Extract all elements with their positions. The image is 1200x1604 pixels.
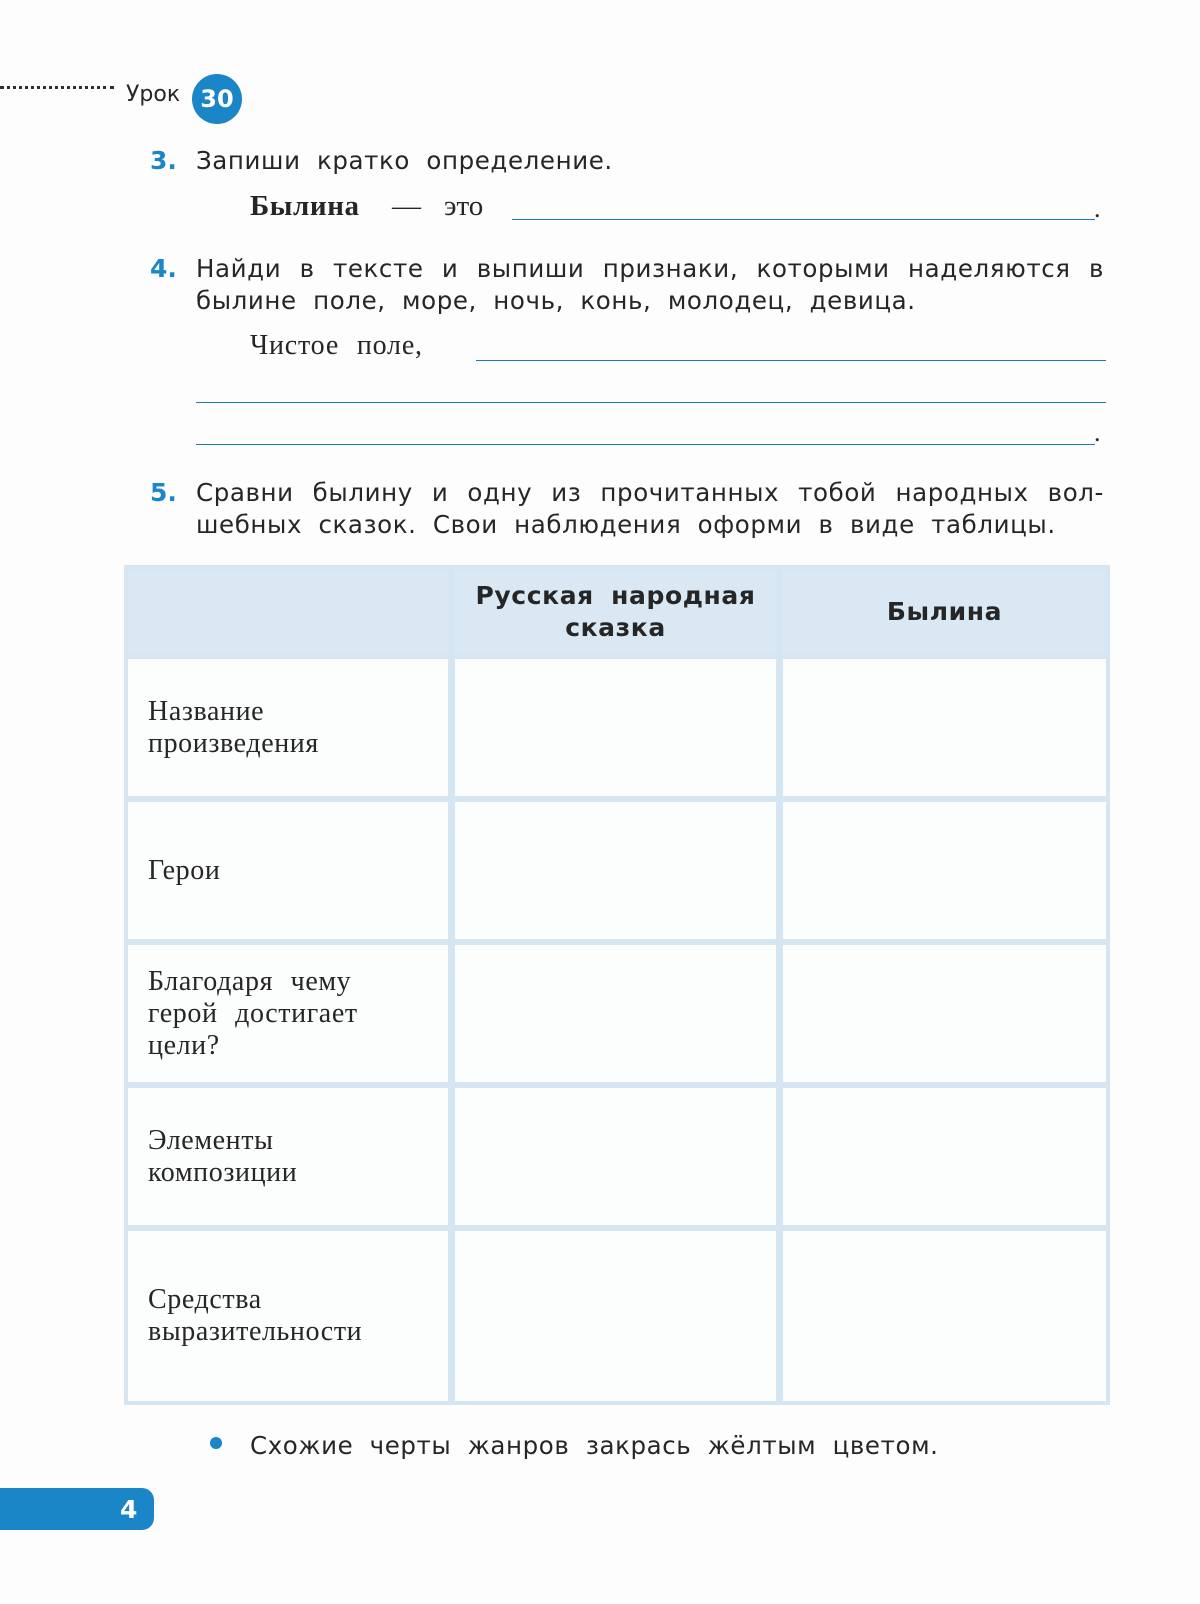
task4-text-line2: былине поле, море, ночь, конь, молодец, девица. xyxy=(196,286,916,315)
task4-period: . xyxy=(1094,418,1101,447)
header-dotted-rule xyxy=(0,86,114,89)
note-text: Схожие черты жанров закрась жёлтым цветом. xyxy=(250,1431,939,1460)
task4-answer-line-2[interactable] xyxy=(196,402,1106,403)
lesson-label: Урок xyxy=(126,82,181,107)
task3-word: это xyxy=(444,190,484,222)
comparison-table xyxy=(124,565,1110,1405)
table-header-bylina: Былина xyxy=(783,569,1106,655)
task3-number: 3. xyxy=(150,146,177,175)
task4-answer-line-3[interactable] xyxy=(196,444,1095,445)
task3-answer-line[interactable] xyxy=(512,219,1095,220)
lesson-number-badge: 30 xyxy=(192,74,242,124)
task3-term: Былина xyxy=(250,190,360,222)
table-cell-fairy-tale[interactable] xyxy=(455,1088,776,1225)
table-row-label-cell xyxy=(128,802,448,939)
table-header-fairy-tale-label: Русская народная сказка xyxy=(475,581,756,642)
task5-text-line1: Сравни былину и одну из прочитанных тобой народных вол- xyxy=(196,478,1104,507)
table-cell-fairy-tale[interactable] xyxy=(455,1231,776,1401)
task4-example: Чистое поле, xyxy=(250,330,423,361)
task3-dash: — xyxy=(392,190,421,222)
page-number: 4 xyxy=(120,1495,138,1524)
table-row-label-cell xyxy=(128,945,448,1082)
table-header-fairy-tale xyxy=(455,569,776,655)
table-row-label: Герои xyxy=(148,854,221,886)
table-row-label: Средства выразительности xyxy=(148,1284,363,1347)
table-row-label: Название произведения xyxy=(148,695,319,759)
table-cell-bylina[interactable] xyxy=(783,945,1106,1082)
table-cell-bylina[interactable] xyxy=(783,659,1106,796)
bullet-icon xyxy=(210,1437,222,1449)
table-row-label: Благодаря чему герой достигает цели? xyxy=(148,965,358,1061)
task3-text: Запиши кратко определение. xyxy=(196,146,613,175)
table-row-label: Элементы композиции xyxy=(148,1124,298,1188)
table-cell-fairy-tale[interactable] xyxy=(455,945,776,1082)
table-cell-fairy-tale[interactable] xyxy=(455,802,776,939)
table-header-empty xyxy=(128,569,448,655)
task5-number: 5. xyxy=(150,478,177,507)
table-cell-bylina[interactable] xyxy=(783,1088,1106,1225)
task5-text-line2: шебных сказок. Свои наблюдения оформи в виде таблицы. xyxy=(196,510,1056,539)
table-cell-bylina[interactable] xyxy=(783,1231,1106,1401)
table-cell-fairy-tale[interactable] xyxy=(455,659,776,796)
task4-number: 4. xyxy=(150,254,177,283)
task3-period: . xyxy=(1094,194,1101,223)
task4-text-line1: Найди в тексте и выпиши признаки, которыми наделяются в xyxy=(196,254,1104,283)
table-row-label-cell xyxy=(128,1088,448,1225)
task4-answer-line-1[interactable] xyxy=(476,360,1106,361)
table-row-label-cell xyxy=(128,659,448,796)
table-row-label-cell xyxy=(128,1231,448,1401)
table-cell-bylina[interactable] xyxy=(783,802,1106,939)
